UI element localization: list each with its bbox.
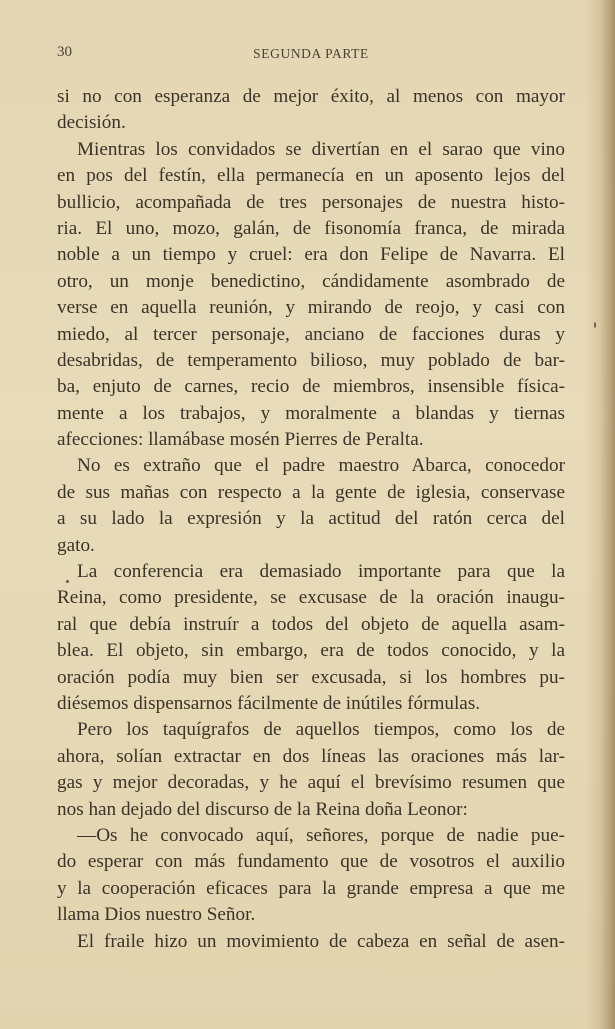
- text-line: miedo, al tercer personaje, anciano de facciones duras y: [57, 323, 565, 345]
- text-line: Reina, como presidente, se excusase de la oración inaugu-: [57, 587, 565, 609]
- text-line: afecciones: llamábase mosén Pierres de Peralta.: [57, 429, 424, 451]
- text-line: a su lado la expresión y la actitud del ratón cerca del: [57, 508, 565, 530]
- body-text: [57, 84, 565, 955]
- running-title: SEGUNDA PARTE: [253, 46, 369, 61]
- text-line: diésemos dispensarnos fácilmente de inútiles fórmulas.: [57, 692, 481, 714]
- text-line: decisión.: [57, 112, 126, 134]
- text-line: bullicio, acompañada de tres personajes de nuestra histo-: [57, 191, 565, 213]
- text-line: oración podía muy bien ser excusada, si los hombres pu-: [57, 666, 565, 688]
- paper-speck: [66, 580, 69, 583]
- text-line: No es extraño que el padre maestro Abarca, conocedor: [77, 455, 565, 477]
- text-line: llama Dios nuestro Señor.: [57, 904, 256, 926]
- text-line: gato.: [57, 534, 95, 556]
- text-line: Mientras los convidados se divertían en el sarao que vino: [77, 138, 565, 160]
- text-line: y la cooperación eficaces para la grande empresa a que me: [57, 877, 565, 899]
- text-line: ria. El uno, mozo, galán, de fisonomía franca, de mirada: [57, 217, 565, 239]
- text-line: gas y mejor decoradas, y he aquí el brevísimo resumen que: [57, 772, 565, 794]
- paper-speck: [594, 322, 596, 328]
- text-line: La conferencia era demasiado importante para que la: [77, 561, 565, 583]
- text-line: —Os he convocado aquí, señores, porque de nadie pue-: [77, 824, 565, 846]
- page-number: 30: [57, 44, 72, 60]
- text-line: nos han dejado del discurso de la Reina doña Leonor:: [57, 798, 468, 820]
- text-line: desabridas, de temperamento bilioso, muy poblado de bar-: [57, 349, 565, 371]
- text-line: si no con esperanza de mejor éxito, al menos con mayor: [57, 86, 565, 107]
- text-line: do esperar con más fundamento que de vosotros el auxilio: [57, 851, 565, 873]
- text-line: ahora, solían extractar en dos líneas las oraciones más lar-: [57, 745, 565, 767]
- text-line: blea. El objeto, sin embargo, era de todos conocido, y la: [57, 640, 565, 662]
- text-line: El fraile hizo un movimiento de cabeza en señal de asen-: [77, 930, 565, 952]
- text-line: ral que debía instruír a todos del objeto de aquella asam-: [57, 613, 565, 635]
- text-line: mente a los trabajos, y moralmente a blandas y tiernas: [57, 402, 565, 424]
- text-line: ba, enjuto de carnes, recio de miembros, insensible física-: [57, 376, 565, 398]
- text-line: Pero los taquígrafos de aquellos tiempos, como los de: [77, 719, 565, 741]
- text-line: otro, un monje benedictino, cándidamente asombrado de: [57, 270, 565, 292]
- running-head: [57, 44, 565, 64]
- text-line: en pos del festín, ella permanecía en un aposento lejos del: [57, 165, 565, 187]
- text-line: noble a un tiempo y cruel: era don Felipe de Navarra. El: [57, 244, 565, 266]
- text-line: verse en aquella reunión, y mirando de reojo, y casi con: [57, 297, 565, 319]
- text-line: de sus mañas con respecto a la gente de iglesia, conservase: [57, 481, 565, 503]
